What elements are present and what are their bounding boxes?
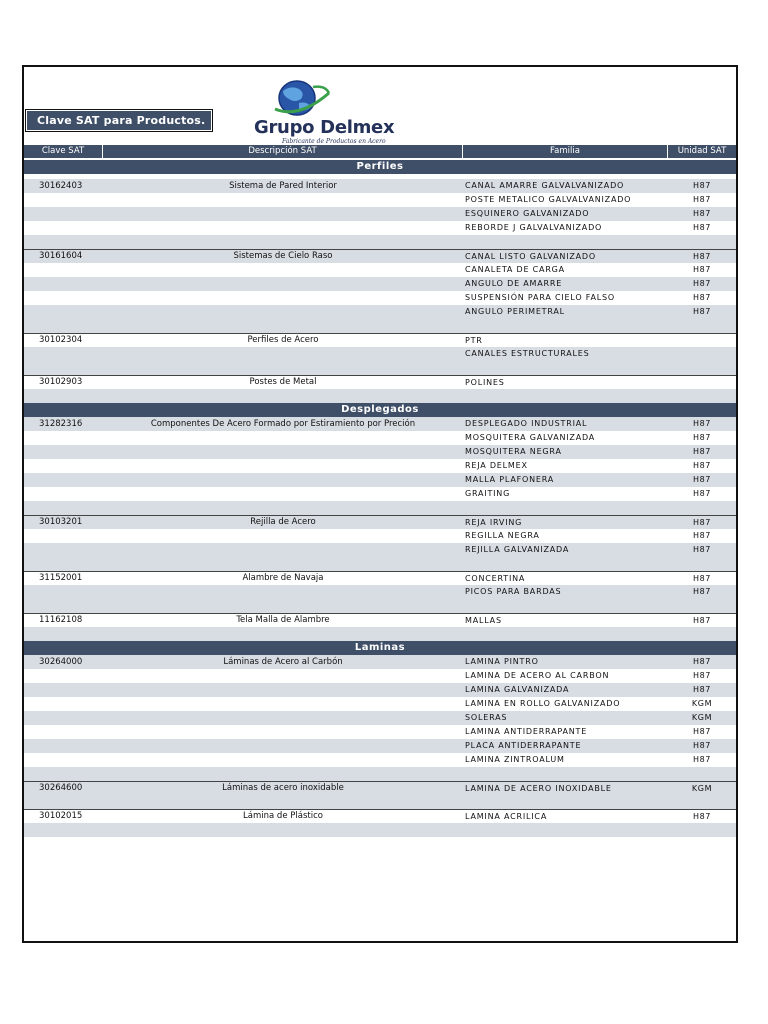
table-header	[24, 145, 736, 158]
cell-familia: LAMINA ACRILICA	[465, 812, 548, 821]
cell-familia: LAMINA GALVANIZADA	[465, 685, 570, 694]
table-row	[24, 781, 736, 795]
cell-clave: 30264000	[39, 657, 83, 667]
cell-unidad: H87	[693, 433, 711, 442]
table-row	[24, 305, 736, 319]
cell-familia: REJA IRVING	[465, 518, 523, 527]
table-row	[24, 459, 736, 473]
table-row	[24, 431, 736, 445]
cell-familia: POSTE METALICO GALVALVANIZADO	[465, 195, 632, 204]
cell-clave: 31282316	[39, 419, 83, 429]
spacer-row	[24, 767, 736, 781]
cell-familia: REGILLA NEGRA	[465, 531, 540, 540]
table-row	[24, 515, 736, 529]
cell-unidad: H87	[693, 447, 711, 456]
cell-descripcion: Láminas de Acero al Carbón	[223, 657, 343, 667]
cell-familia: SOLERAS	[465, 713, 508, 722]
cell-familia: LAMINA EN ROLLO GALVANIZADO	[465, 699, 621, 708]
cell-unidad: H87	[693, 727, 711, 736]
cell-clave: 11162108	[39, 615, 83, 625]
table-row	[24, 683, 736, 697]
table-row	[24, 725, 736, 739]
cell-descripcion: Láminas de acero inoxidable	[222, 783, 344, 793]
cell-familia: REJA DELMEX	[465, 461, 528, 470]
cell-familia: ANGULO PERIMETRAL	[465, 307, 565, 316]
spacer-row	[24, 599, 736, 613]
cell-unidad: H87	[693, 587, 711, 596]
cell-unidad: H87	[693, 461, 711, 470]
cell-unidad: H87	[693, 545, 711, 554]
table-row	[24, 529, 736, 543]
cell-clave: 30264600	[39, 783, 83, 793]
table-row	[24, 585, 736, 599]
spacer-row	[24, 557, 736, 571]
table-row	[24, 543, 736, 557]
cell-unidad: H87	[693, 265, 711, 274]
cell-unidad: H87	[693, 293, 711, 302]
table-row	[24, 347, 736, 361]
table-row	[24, 739, 736, 753]
cell-familia: GRAITING	[465, 489, 511, 498]
table-row	[24, 809, 736, 823]
table-row	[24, 291, 736, 305]
cell-unidad: H87	[693, 685, 711, 694]
cell-familia: ESQUINERO GALVANIZADO	[465, 209, 590, 218]
cell-familia: PTR	[465, 336, 483, 345]
cell-familia: CANALES ESTRUCTURALES	[465, 349, 590, 358]
column-header-unidad: Unidad SAT	[677, 146, 727, 156]
cell-clave: 30161604	[39, 251, 83, 261]
cell-unidad: H87	[693, 279, 711, 288]
cell-unidad: H87	[693, 574, 711, 583]
column-header-clave: Clave SAT	[24, 145, 103, 158]
column-header-familia: Familia	[463, 145, 668, 158]
cell-familia: LAMINA ZINTROALUM	[465, 755, 565, 764]
section-header: Desplegados	[24, 403, 736, 417]
table-row	[24, 277, 736, 291]
company-logo	[254, 76, 414, 145]
cell-familia: MOSQUITERA GALVANIZADA	[465, 433, 596, 442]
cell-unidad: H87	[693, 181, 711, 190]
table-row	[24, 571, 736, 585]
cell-descripcion: Sistemas de Cielo Raso	[233, 251, 333, 261]
table-row	[24, 697, 736, 711]
cell-unidad: H87	[693, 252, 711, 261]
cell-unidad: KGM	[691, 784, 713, 793]
spacer-row	[24, 319, 736, 333]
table-row	[24, 487, 736, 501]
cell-descripcion: Postes de Metal	[249, 377, 317, 387]
table-row	[24, 263, 736, 277]
globe-icon	[269, 79, 333, 117]
cell-unidad: H87	[693, 307, 711, 316]
cell-unidad: H87	[693, 616, 711, 625]
table-row	[24, 473, 736, 487]
cell-familia: CANAL AMARRE GALVALVANIZADO	[465, 181, 625, 190]
table-row	[24, 417, 736, 431]
cell-unidad: H87	[693, 755, 711, 764]
cell-familia: REBORDE J GALVALVANIZADO	[465, 223, 603, 232]
cell-clave: 30102903	[39, 377, 83, 387]
cell-unidad: H87	[693, 209, 711, 218]
cell-clave: 30162403	[39, 181, 83, 191]
cell-familia: POLINES	[465, 378, 505, 387]
table-row	[24, 179, 736, 193]
cell-unidad: H87	[693, 419, 711, 428]
cell-familia: SUSPENSIÓN PARA CIELO FALSO	[465, 293, 615, 302]
cell-familia: LAMINA DE ACERO INOXIDABLE	[465, 784, 612, 793]
section-header: Perfiles	[24, 160, 736, 174]
cell-familia: CANAL LISTO GALVANIZADO	[465, 252, 596, 261]
cell-descripcion: Lámina de Plástico	[243, 811, 323, 821]
cell-familia: LAMINA ANTIDERRAPANTE	[465, 727, 588, 736]
cell-familia: CANALETA DE CARGA	[465, 265, 565, 274]
spacer-row	[24, 627, 736, 641]
cell-familia: DESPLEGADO INDUSTRIAL	[465, 419, 588, 428]
spacer-row	[24, 795, 736, 809]
spacer-row	[24, 235, 736, 249]
table-row	[24, 221, 736, 235]
table-row	[24, 375, 736, 389]
table-row	[24, 669, 736, 683]
cell-familia: PLACA ANTIDERRAPANTE	[465, 741, 582, 750]
table-row	[24, 193, 736, 207]
cell-familia: MOSQUITERA NEGRA	[465, 447, 562, 456]
company-tagline: Fabricante de Productos en Acero	[282, 138, 386, 145]
cell-unidad: H87	[693, 195, 711, 204]
cell-clave: 30103201	[39, 517, 83, 527]
cell-descripcion: Perfiles de Acero	[247, 335, 319, 345]
table-row	[24, 655, 736, 669]
cell-unidad: H87	[693, 812, 711, 821]
cell-unidad: KGM	[691, 713, 713, 722]
cell-unidad: H87	[693, 223, 711, 232]
cell-clave: 30102304	[39, 335, 83, 345]
spacer-row	[24, 823, 736, 837]
cell-familia: MALLAS	[465, 616, 502, 625]
cell-unidad: H87	[693, 489, 711, 498]
cell-descripcion: Alambre de Navaja	[242, 573, 324, 583]
cell-descripcion: Sistema de Pared Interior	[229, 181, 337, 191]
table-row	[24, 753, 736, 767]
cell-unidad: H87	[693, 518, 711, 527]
spacer-row	[24, 501, 736, 515]
document-page	[22, 65, 738, 943]
cell-familia: LAMINA DE ACERO AL CARBON	[465, 671, 610, 680]
company-name: Grupo Delmex	[254, 117, 395, 138]
cell-unidad: H87	[693, 741, 711, 750]
cell-clave: 30102015	[39, 811, 83, 821]
cell-familia: LAMINA PINTRO	[465, 657, 539, 666]
page-header	[24, 67, 736, 145]
cell-familia: REJILLA GALVANIZADA	[465, 545, 570, 554]
cell-unidad: H87	[693, 657, 711, 666]
spacer-row	[24, 361, 736, 375]
cell-descripcion: Tela Malla de Alambre	[236, 615, 330, 625]
table-row	[24, 445, 736, 459]
cell-unidad: H87	[693, 475, 711, 484]
column-header-descripcion: Descripción SAT	[103, 145, 463, 158]
table-row	[24, 207, 736, 221]
cell-clave: 31152001	[39, 573, 83, 583]
table-row	[24, 613, 736, 627]
cell-unidad: KGM	[691, 699, 713, 708]
cell-unidad: H87	[693, 671, 711, 680]
section-header: Laminas	[24, 641, 736, 655]
table-row	[24, 249, 736, 263]
cell-familia: CONCERTINA	[465, 574, 526, 583]
spacer-row	[24, 389, 736, 403]
table-row	[24, 711, 736, 725]
document-title: Clave SAT para Productos.	[27, 111, 211, 130]
cell-descripcion: Rejilla de Acero	[250, 517, 316, 527]
cell-familia: ANGULO DE AMARRE	[465, 279, 563, 288]
cell-unidad: H87	[693, 531, 711, 540]
table-row	[24, 333, 736, 347]
cell-familia: MALLA PLAFONERA	[465, 475, 555, 484]
cell-descripcion: Componentes De Acero Formado por Estiramiento por Preción	[150, 419, 416, 429]
cell-familia: PICOS PARA BARDAS	[465, 587, 562, 596]
